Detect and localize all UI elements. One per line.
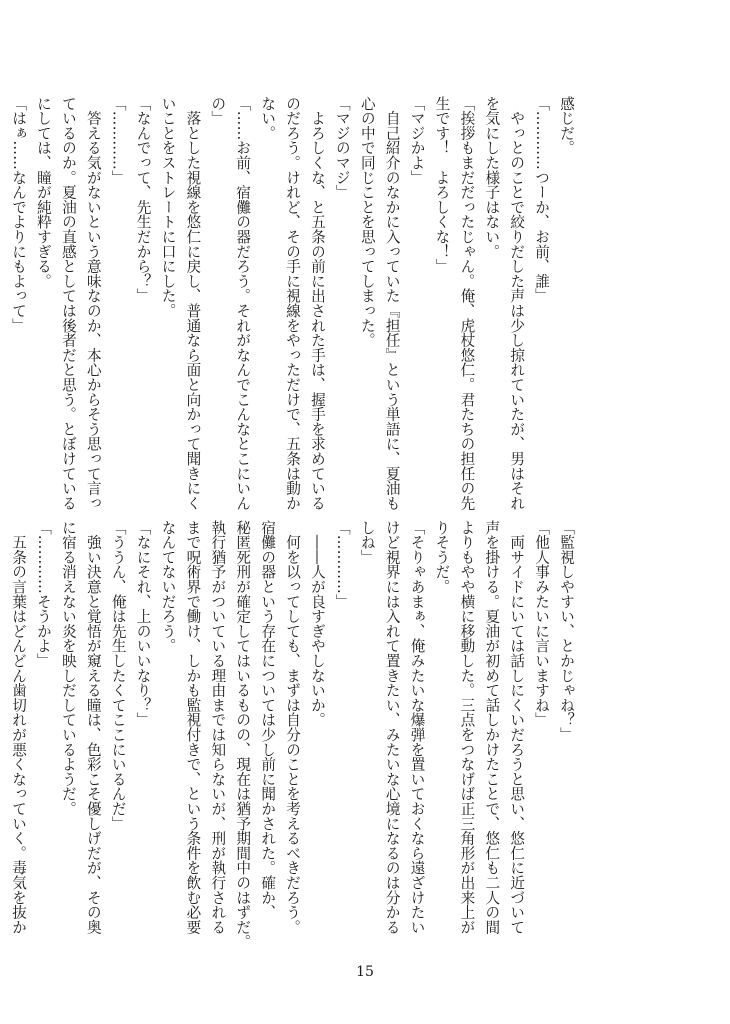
text-line: 五条の言葉はどんどん歯切れが悪くなっていく。毒気を抜か: [10, 520, 28, 935]
text-line: 「なにそれ、上のいいなり？」: [134, 520, 152, 728]
text-line: まで呪術界で働け、しかも監視付きで、という条件を飲む必要: [184, 520, 202, 935]
text-line: 「監視しやすい、とかじゃね？」: [558, 520, 575, 742]
text-line: 「挨拶もまだだったじゃん。俺、虎杖悠仁。君たちの担任の先: [458, 96, 476, 511]
text-line: 「……お前、宿儺の器だろう。それがなんでこんなとこにいん: [234, 96, 252, 511]
text-line: 強い決意と覚悟が窺える瞳は、色彩こそ優しげだが、その奥: [84, 520, 102, 935]
text-line: 感じだ。: [558, 96, 575, 156]
text-line: なんてないだろう。: [159, 520, 177, 654]
text-line: 「マジのマジ」: [333, 96, 351, 200]
text-line: 「他人事みたいに言いますね」: [533, 520, 551, 728]
text-line: りそうだ。: [433, 520, 451, 594]
text-line: のだろう。けれど、その手に視線をやっただけで、五条は動か: [284, 96, 302, 511]
text-block-lower: [10, 520, 578, 950]
text-block-upper: [10, 96, 578, 511]
text-line: 「…………そうかよ」: [34, 520, 52, 668]
text-line: 「はぁ……なんでよりにもよって」: [10, 96, 28, 333]
text-line: 「そりゃあまぁ、俺みたいな爆弾を置いておくなら遠ざけたい: [408, 520, 426, 935]
text-line: 執行猶予がついている理由までは知らないが、刑が執行される: [209, 520, 227, 935]
text-line: しね」: [358, 520, 376, 565]
text-line: ない。: [259, 96, 277, 141]
text-line: に宿る消えない炎を映しだしているようだ。: [59, 520, 77, 816]
text-line: 秘匿死刑が確定してはいるものの、現在は猶予期間中のはずだ。: [234, 520, 252, 950]
text-line: 心の中で同じことを思ってしまった。: [358, 96, 376, 348]
text-line: 自己紹介のなかに入っていた『担任』という単語に、夏油も: [383, 96, 401, 511]
text-line: 声を掛ける。夏油が初めて話しかけたことで、悠仁も二人の間: [483, 520, 501, 935]
text-line: よろしくな、と五条の前に出された手は、握手を求めている: [308, 96, 326, 511]
text-line: 「…………つーか、お前、誰」: [533, 96, 551, 304]
text-line: の」: [209, 96, 227, 126]
text-line: 「マジかよ」: [408, 96, 426, 185]
text-line: 両サイドにいては話しにくいだろうと思い、悠仁に近づいて: [508, 520, 526, 935]
text-line: 生です！ よろしくな！」: [433, 96, 451, 274]
text-line: ているのか。夏油の直感としては後者だと思う。とぼけている: [59, 96, 77, 511]
text-line: 「なんでって、先生だから？」: [134, 96, 152, 304]
text-line: ――人が良すぎやしないか。: [308, 520, 326, 728]
text-line: 「…………」: [109, 96, 127, 185]
text-line: 「…………」: [333, 520, 351, 609]
text-line: 「ううん、俺は先生したくてここにいるんだ」: [109, 520, 127, 831]
text-line: 何を以ってしても、まずは自分のことを考えるべきだろう。: [284, 520, 302, 935]
text-line: 答える気がないという意味なのか、本心からそう思って言っ: [84, 96, 102, 511]
text-line: やっとのことで絞りだした声は少し掠れていたが、男はそれ: [508, 96, 526, 511]
page-number: 15: [356, 964, 374, 980]
text-line: 宿儺の器という存在については少し前に聞かされた。確か、: [259, 520, 277, 920]
text-line: 落とした視線を悠仁に戻し、普通なら面と向かって聞きにく: [184, 96, 202, 511]
text-line: を気にした様子はない。: [483, 96, 501, 259]
text-line: よりもやや横に移動した。三点をつなげば正三角形が出来上が: [458, 520, 476, 935]
text-line: にしては、瞳が純粋すぎる。: [34, 96, 52, 289]
text-line: いことをストレートに口にした。: [159, 96, 177, 318]
text-line: けど視界には入れて置きたい、みたいな心境になるのは分かる: [383, 520, 401, 935]
